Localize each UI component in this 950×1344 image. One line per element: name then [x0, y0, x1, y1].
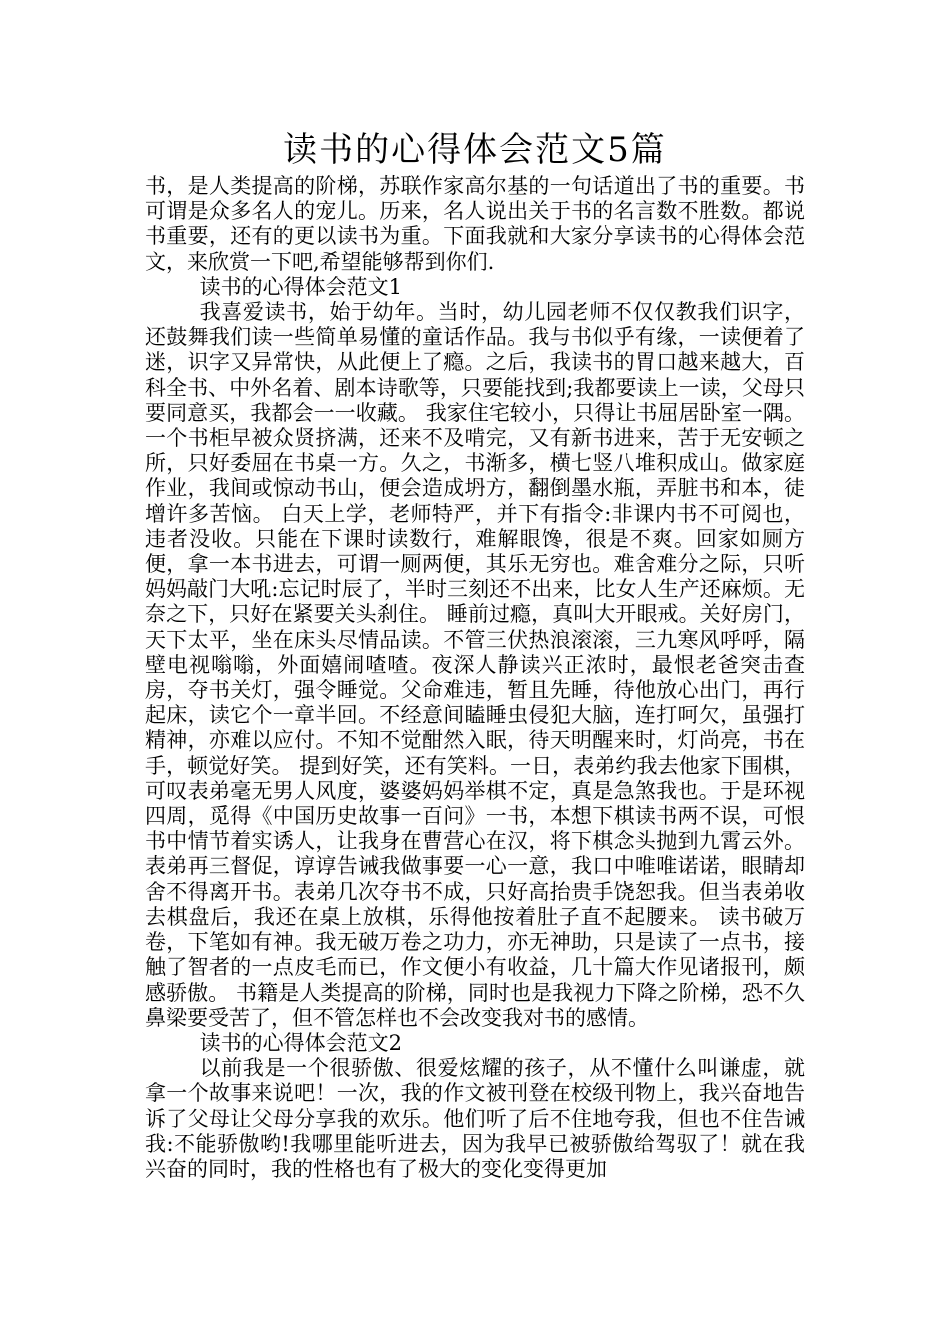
section-1-paragraph: 我喜爱读书，始于幼年。当时，幼儿园老师不仅仅教我们识字，还鼓舞我们读一些简单易懂的童话作品。我与书似乎有缘，一读便着了迷，识字又异常快，从此便上了瘾。之后，我读书的胃口越来越大，百科全书、中外名着、剧本诗歌等，只要能找到;我都要读上一读，父母只要同意买，我都会一一收藏。 我家住宅较小，只得让书屈居卧室一隅。一个书柜早被众贤挤满，还来不及啃完，又有新书进来，苦于无安顿之所，只好委屈在书桌一方。久之，书渐多，横七竖八堆积成山。做家庭作业，我间或惊动书山，便会造成坍方，翻倒墨水瓶，弄脏书和本，徒增许多苦恼。 白天上学，老师特严，并下有指令:非课内书不可阅也，违者没收。只能在下课时读数行，难解眼馋，很是不爽。回家如厕方便，拿一本书进去，可谓一厕两便，其乐无穷也。难舍难分之际，只听妈妈敲门大吼:忘记时辰了，半时三刻还不出来，比女人生产还麻烦。无奈之下，只好在紧要关头刹住。 睡前过瘾，真叫大开眼戒。关好房门，天下太平，坐在床头尽情品读。不管三伏热浪滚滚，三九寒风呼呼，隔壁电视嗡嗡，外面嬉闹喳喳。夜深人静读兴正浓时，最恨老爸突击查房，夺书关灯，强令睡觉。父命难违，暂且先睡，待他放心出门，再行起床，读它个一章半回。不经意间瞌睡虫侵犯大脑，连打呵欠，虽强打精神，亦难以应付。不知不觉酣然入眠，待天明醒来时，灯尚亮，书在手，顿觉好笑。 提到好笑，还有笑料。一日，表弟约我去他家下围棋，可叹表弟毫无男人风度，婆婆妈妈举棋不定，真是急煞我也。于是环视四周，觅得《中国历史故事一百问》一书，本想下棋读书两不误，可恨书中情节着实诱人，让我身在曹营心在汉，将下棋念头抛到九霄云外。表弟再三督促，谆谆告诫我做事要一心一意，我口中唯唯诺诺，眼睛却舍不得离开书。表弟几次夺书不成，只好高抬贵手饶恕我。但当表弟收去棋盘后，我还在桌上放棋，乐得他按着肚子直不起腰来。 读书破万卷，下笔如有神。我无破万卷之功力，亦无神助，只是读了一点书，接触了智者的一点皮毛而已，作文便小有收益，几十篇大作见诸报刊，颇感骄傲。 书籍是人类提高的阶梯，同时也是我视力下降之阶梯，恐不久鼻梁要受苦了，但不管怎样也不会改变我对书的感情。: [145, 300, 805, 1030]
section-2-paragraph: 以前我是一个很骄傲、很爱炫耀的孩子，从不懂什么叫谦虚，就拿一个故事来说吧！一次，我的作文被刊登在校级刊物上，我兴奋地告诉了父母让父母分享我的欢乐。他们听了后不住地夸我，但也不住告诫我:不能骄傲哟!我哪里能听进去，因为我早已被骄傲给驾驭了！就在我兴奋的同时，我的性格也有了极大的变化变得更加: [145, 1056, 805, 1181]
section-2-heading: 读书的心得体会范文2: [199, 1030, 402, 1055]
intro-paragraph: 书，是人类提高的阶梯，苏联作家高尔基的一句话道出了书的重要。书可谓是众多名人的宠儿。历来，名人说出关于书的名言数不胜数。都说书重要，还有的更以读书为重。下面我就和大家分享读书的心得体会范文，来欣赏一下吧,希望能够帮到你们.: [145, 174, 805, 274]
section-1-heading: 读书的心得体会范文1: [199, 274, 402, 299]
document-title: 读书的心得体会范文5篇: [283, 130, 667, 170]
document-body: [145, 174, 805, 1182]
